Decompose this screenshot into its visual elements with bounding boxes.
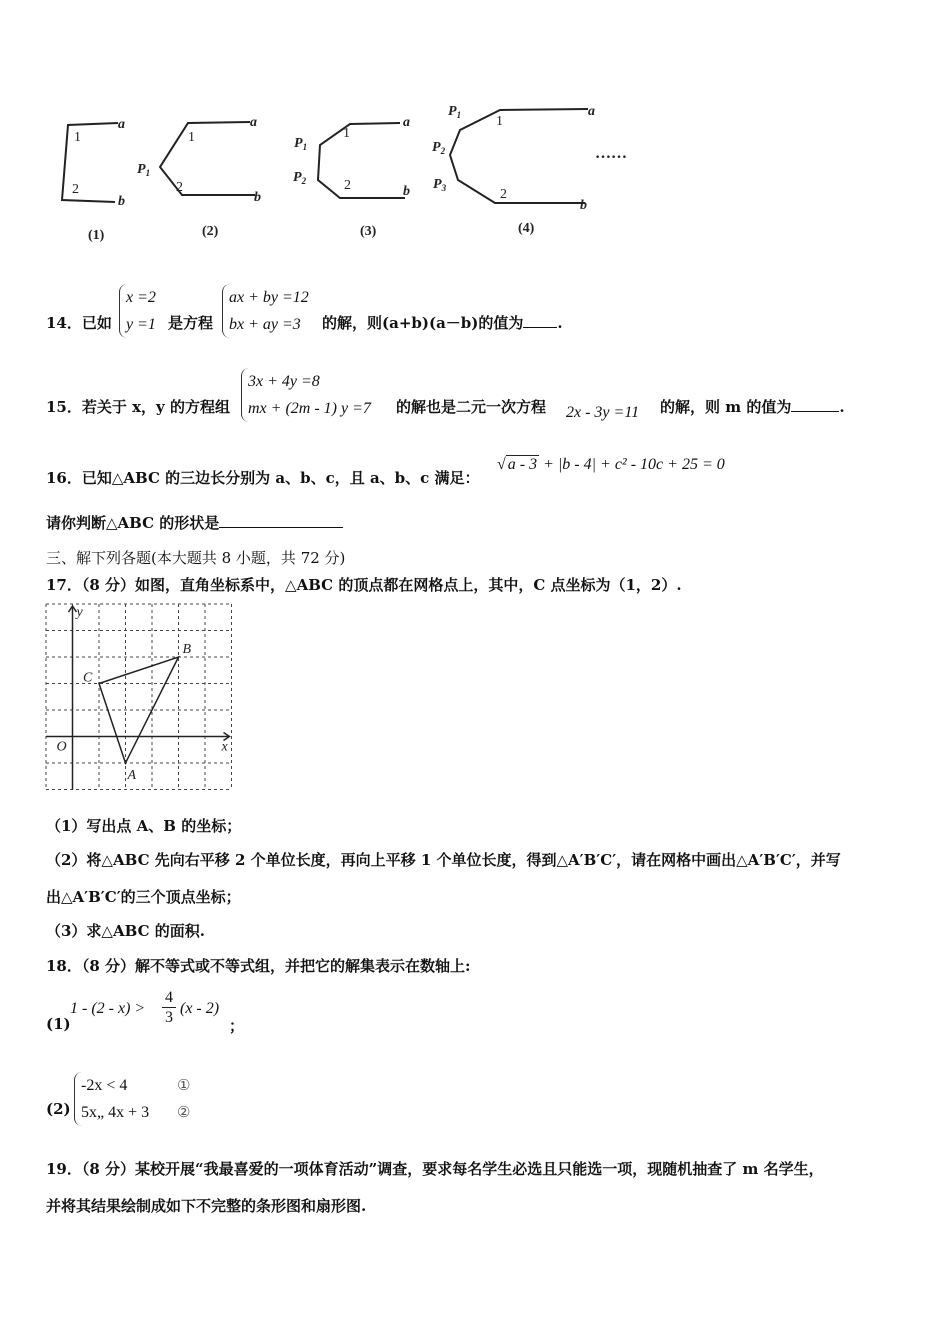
q14-system-2	[222, 284, 309, 338]
y-axis-label: y	[76, 605, 83, 620]
fig4-p2-label: $P_2$	[432, 140, 446, 156]
q14-mid-text: 是方程	[168, 314, 214, 332]
origin-label: O	[56, 739, 67, 755]
fig3-p1-label: $P_1$	[294, 136, 308, 152]
q14-sys1-eq1: x =2	[126, 289, 156, 306]
q15-sys-eq1: 3x + 4y =8	[248, 373, 320, 390]
q18-sys-eq2: 5x„ 4x + 3	[81, 1104, 150, 1121]
fig3-path	[318, 123, 405, 198]
fig1-angle1: 1	[74, 130, 81, 145]
fig4-p3-label: $P_3$	[433, 177, 447, 193]
q18-sys-eq1: -2x < 4	[81, 1077, 128, 1094]
fig2-b-label: b	[254, 190, 261, 205]
fig-ellipsis: ……	[595, 145, 627, 162]
q15-tail-text: 的解，则 m 的值为	[660, 398, 792, 416]
q18-part2-label: (2)	[46, 1100, 71, 1118]
fig2-path	[160, 122, 255, 195]
q18-part1-right: (x - 2)	[180, 1000, 220, 1017]
q15-number: 15．若关于 x，y 的方程组	[46, 398, 230, 416]
fig2-a-label: a	[250, 115, 257, 130]
q17-graph-svg	[44, 602, 234, 792]
q15-sys-eq2: mx + (2m - 1) y =7	[248, 400, 371, 417]
q16-sqrt-radicand: a - 3	[507, 456, 538, 473]
fig1-path	[62, 123, 118, 202]
fig-caption-1: (1)	[88, 228, 105, 243]
q15-system	[241, 368, 371, 422]
q19-line1: 19．（8 分）某校开展“我最喜爱的一项体育活动”调查，要求每名学生必选且只能选一项，现随机抽查了 m 名学生，	[46, 1160, 824, 1178]
q14-sys2-eq1: ax + by =12	[229, 289, 309, 306]
point-label-a: A	[127, 768, 137, 783]
point-label-c: C	[83, 670, 93, 686]
fraction-numerator: 4	[162, 988, 176, 1008]
fig4-angle2: 2	[500, 187, 507, 202]
q15-end: .	[839, 398, 845, 416]
q18-fraction	[162, 988, 176, 1027]
q18-part1-end: ；	[229, 1017, 245, 1035]
fig1-a-label: a	[118, 117, 125, 132]
fig4-b-label: b	[580, 198, 587, 213]
q16-line2-text: 请你判断△ABC 的形状是	[46, 514, 220, 532]
q16-line2	[46, 512, 343, 533]
q17-part1: （1）写出点 A、B 的坐标；	[46, 817, 242, 835]
q17-graph	[44, 602, 234, 792]
q14-sys2-eq2: bx + ay =3	[229, 316, 301, 333]
section-heading: 三、解下列各题(本大题共 8 小题，共 72 分)	[46, 549, 346, 567]
q16-expression	[497, 456, 725, 474]
fig1-angle2: 2	[72, 182, 79, 197]
fig3-p2-label: $P_2$	[293, 170, 307, 186]
q14-tail	[322, 312, 563, 333]
figure-13	[40, 95, 680, 255]
fraction-denominator: 3	[165, 1009, 173, 1026]
q14-system-1	[119, 284, 156, 338]
sqrt-sign: √	[497, 456, 506, 473]
q14-tail-text: 的解，则(a+b)(a－b)的值为	[322, 314, 524, 332]
q17-part2-line1: （2）将△ABC 先向右平移 2 个单位长度，再向上平移 1 个单位长度，得到△A′B′C′，请在网格中画出△A′B′C′，并写	[46, 851, 841, 869]
q19-line2: 并将其结果绘制成如下不完整的条形图和扇形图.	[46, 1197, 367, 1215]
point-label-b: B	[182, 642, 192, 657]
q17-part2-line2: 出△A′B′C′的三个顶点坐标；	[46, 888, 241, 906]
q15-tail	[660, 396, 845, 417]
q14-number: 14．已如	[46, 314, 112, 332]
q18-stem: 18．（8 分）解不等式或不等式组，并把它的解集表示在数轴上:	[46, 957, 471, 975]
fig-caption-4: (4)	[518, 221, 535, 236]
q16-line1: 16．已知△ABC 的三边长分别为 a、b、c，且 a、b、c 满足：	[46, 469, 480, 487]
q18-system	[74, 1072, 149, 1126]
q17-part3: （3）求△ABC 的面积.	[46, 922, 205, 940]
fig4-a-label: a	[588, 104, 595, 119]
fig1-b-label: b	[118, 194, 125, 209]
fig3-angle1: 1	[343, 126, 350, 141]
figure-13-svg	[40, 95, 680, 255]
q16-expression-rest: + |b - 4| + c² - 10c + 25 = 0	[543, 456, 725, 473]
fig2-p1-label: $P_1$	[137, 162, 151, 178]
q14-end: .	[557, 314, 563, 332]
fig-caption-3: (3)	[360, 224, 377, 239]
q14-answer-blank[interactable]	[523, 313, 557, 328]
x-axis-label: x	[221, 739, 228, 755]
q15-mid-text: 的解也是二元一次方程	[396, 398, 547, 416]
fig2-angle2: 2	[176, 180, 183, 195]
fig2-angle1: 1	[188, 130, 195, 145]
fig4-angle1: 1	[496, 114, 503, 129]
fig3-a-label: a	[403, 115, 410, 130]
q15-linear-eq: 2x - 3y =11	[566, 404, 640, 421]
fig3-b-label: b	[403, 184, 410, 199]
q18-part1-label: (1)	[46, 1015, 71, 1033]
q17-stem: 17．（8 分）如图，直角坐标系中，△ABC 的顶点都在网格点上，其中，C 点坐标为（1，2）.	[46, 576, 682, 594]
fig-caption-2: (2)	[202, 224, 219, 239]
fig4-p1-label: $P_1$	[448, 104, 462, 120]
q14-sys1-eq2: y =1	[126, 316, 156, 333]
fig4-path	[450, 109, 588, 203]
q16-answer-blank[interactable]	[219, 513, 343, 528]
q18-part1-expr: 1 - (2 - x) >	[70, 1000, 146, 1017]
q18-mark-1: ①	[177, 1076, 191, 1094]
q18-mark-2: ②	[177, 1103, 191, 1121]
q15-answer-blank[interactable]	[791, 397, 839, 412]
fig3-angle2: 2	[344, 178, 351, 193]
